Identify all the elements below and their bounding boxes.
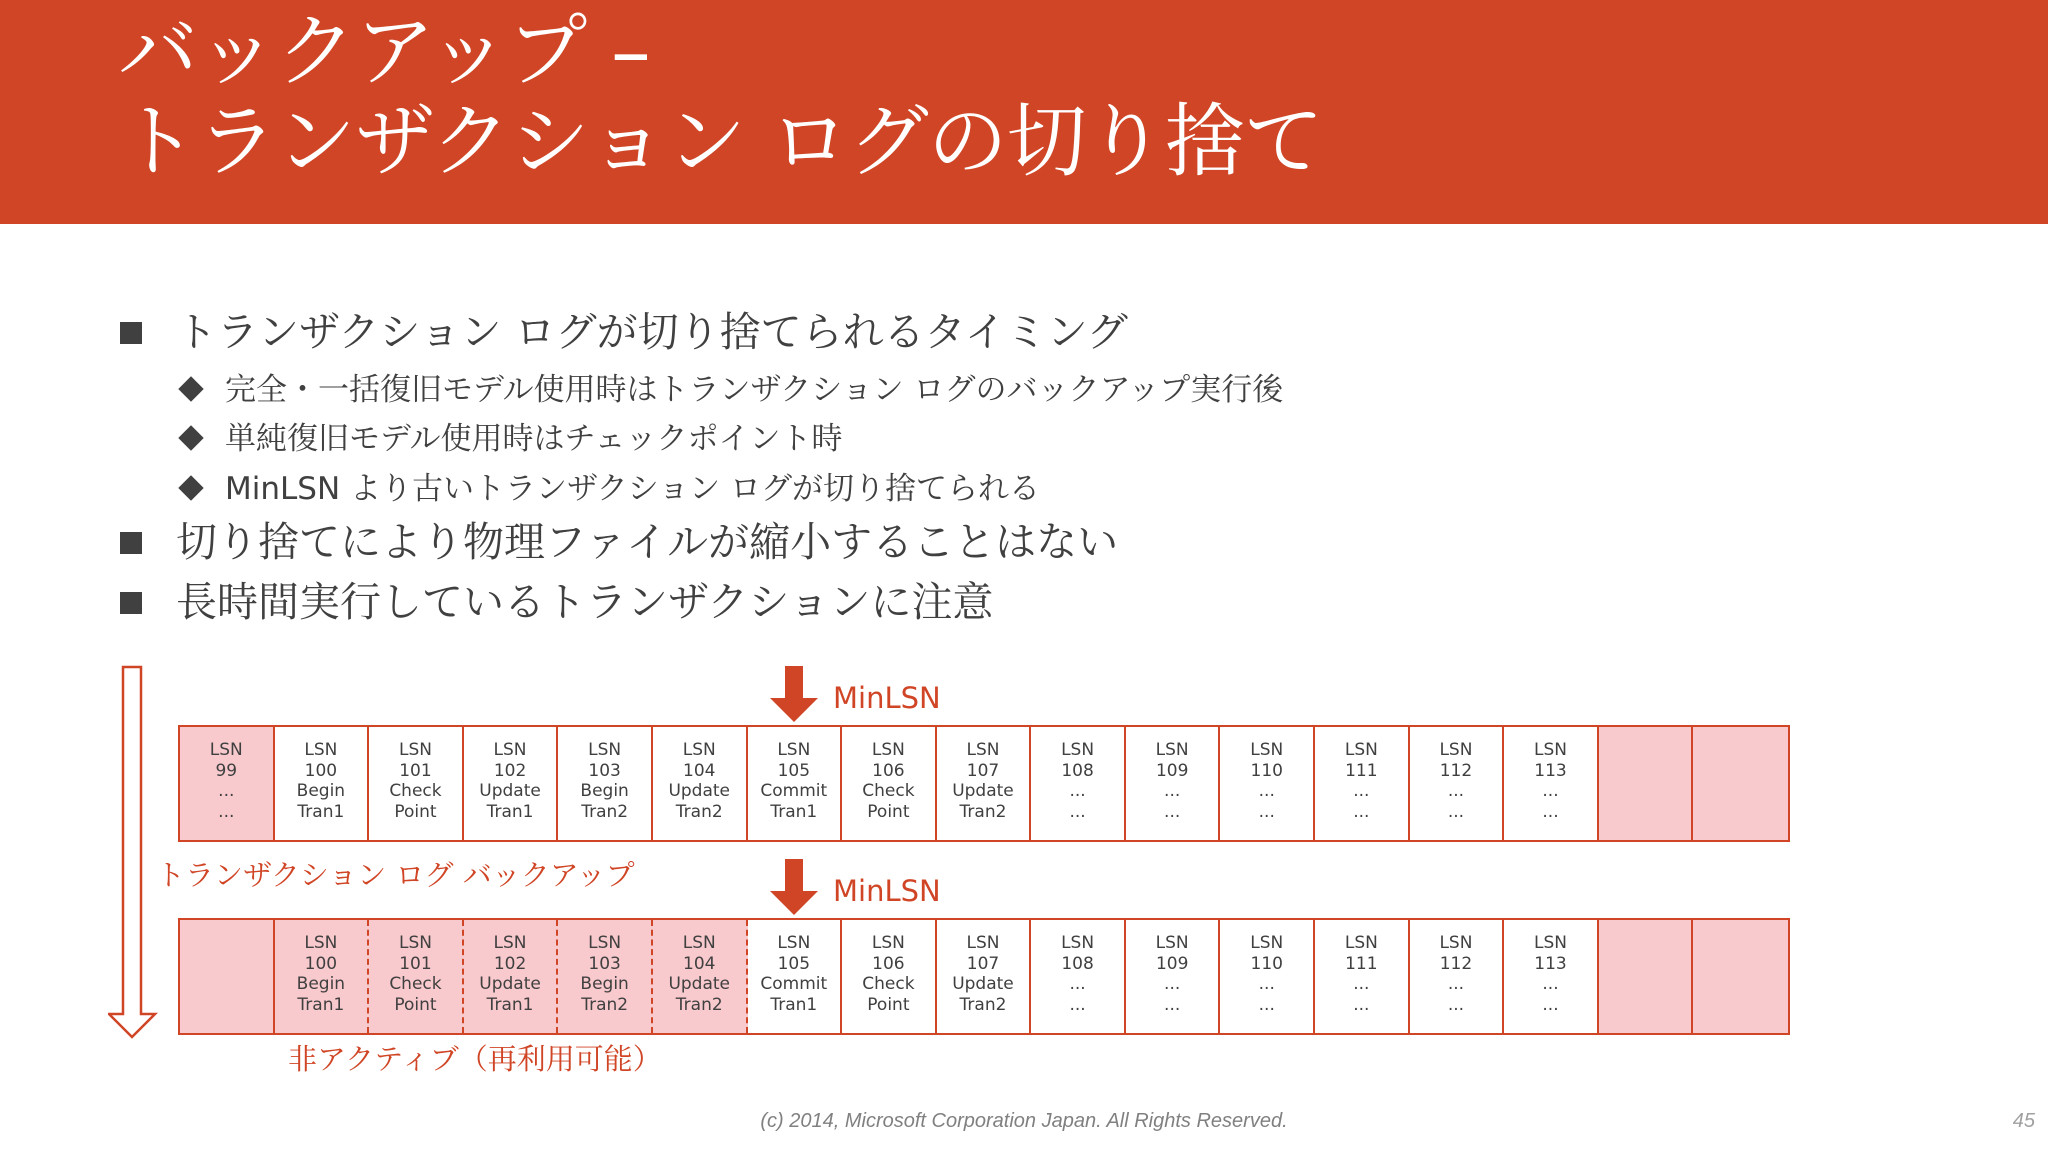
lsn-cell-line: ... [1258, 801, 1275, 822]
lsn-cell-line: LSN [871, 740, 905, 760]
lsn-cell-line: LSN [682, 933, 716, 953]
lsn-cell [842, 920, 937, 1033]
lsn-cell-line: ... [1258, 974, 1275, 994]
lsn-cell-line: LSN [588, 933, 622, 953]
lsn-cell-line: LSN [1061, 740, 1095, 760]
lsn-cell-line: LSN [1250, 740, 1284, 760]
lsn-cell-line: Point [394, 994, 437, 1015]
lsn-cell-line: Tran2 [581, 801, 629, 822]
lsn-cell-line: 112 [1439, 953, 1473, 974]
lsn-cell-line: LSN [398, 933, 432, 953]
lsn-cell [653, 727, 748, 840]
lsn-cell-line: ... [1069, 974, 1086, 994]
lsn-cell-line: Tran2 [675, 801, 723, 822]
lsn-cell-line: Tran1 [486, 994, 534, 1015]
lsn-cell [464, 920, 559, 1033]
lsn-cell-line: ... [1164, 974, 1181, 994]
lsn-cell-line: LSN [1534, 933, 1568, 953]
slide-title-line-1: バックアップ – [118, 5, 650, 98]
square-bullet-icon [120, 322, 142, 344]
sub-bullet-1-text: 完全・一括復旧モデル使用時はトランザクション ログのバックアップ実行後 [225, 372, 1284, 408]
log-backup-label: トランザクション ログ バックアップ [156, 858, 635, 892]
lsn-cell-line: ... [1164, 781, 1181, 801]
lsn-cell-line: LSN [871, 933, 905, 953]
lsn-cell-line: ... [1353, 781, 1370, 801]
lsn-cell-line: ... [1447, 781, 1465, 801]
lsn-cell-line: Begin [580, 974, 629, 994]
lsn-cell-line: LSN [588, 740, 622, 760]
lsn-cell-line: 104 [683, 953, 716, 974]
lsn-cell-line: LSN [304, 740, 338, 760]
minlsn-label-top: MinLSN [833, 681, 941, 715]
lsn-cell-line: 110 [1250, 760, 1283, 781]
lsn-cell-line: 100 [304, 953, 338, 974]
lsn-cell-line: ... [218, 781, 235, 801]
lsn-cell-line: ... [1069, 994, 1086, 1015]
lsn-cell-line: LSN [1250, 933, 1284, 953]
lsn-cell-line: ... [1353, 974, 1370, 994]
inactive-reusable-label: 非アクティブ（再利用可能） [288, 1042, 662, 1076]
lsn-cell-line: Tran2 [959, 994, 1007, 1015]
lsn-cell-line: 101 [399, 760, 432, 781]
lsn-cell [1410, 920, 1505, 1033]
lsn-cell-line: 101 [399, 953, 432, 974]
sub-bullet-3-text: MinLSN より古いトランザクション ログが切り捨てられる [225, 471, 1040, 507]
lsn-cell [1126, 920, 1221, 1033]
minlsn-arrow-down-icon [770, 857, 820, 917]
lsn-cell-line: LSN [966, 740, 1000, 760]
lsn-cell [1504, 727, 1599, 840]
lsn-cell-line: 113 [1534, 953, 1567, 974]
lsn-cell-line: Begin [580, 781, 629, 801]
lsn-cell [748, 920, 843, 1033]
lsn-cell-line: LSN [1534, 740, 1568, 760]
lsn-cell-line: ... [1542, 781, 1559, 801]
lsn-cell [1693, 920, 1788, 1033]
lsn-cell-line: LSN [1439, 740, 1473, 760]
lsn-cell-line: 110 [1250, 953, 1283, 974]
lsn-cell-line: 105 [777, 953, 811, 974]
lsn-cell [180, 727, 275, 840]
lsn-cell [653, 920, 748, 1033]
lsn-cell-line: ... [1447, 994, 1465, 1015]
diamond-bullet-icon [178, 425, 203, 450]
lsn-cell-line: 109 [1155, 760, 1189, 781]
lsn-cell-line: 113 [1534, 760, 1567, 781]
lsn-cell-line: Check [862, 781, 915, 801]
minlsn-label-bottom: MinLSN [833, 874, 941, 908]
lsn-cell-line: ... [1447, 974, 1465, 994]
lsn-cell-line: LSN [493, 740, 527, 760]
lsn-cell-line: 107 [966, 760, 1000, 781]
lsn-cell-line: Begin [296, 781, 346, 801]
lsn-cell-line: Commit [760, 781, 828, 801]
lsn-cell-line: LSN [398, 740, 432, 760]
slide-title-line-2: トランザクション ログの切り捨て [118, 95, 1323, 188]
lsn-cell-line: LSN [1439, 933, 1473, 953]
lsn-cell-line: 112 [1439, 760, 1473, 781]
title-bar [0, 0, 2048, 224]
lsn-cell-line: LSN [1344, 740, 1378, 760]
lsn-cell [1410, 727, 1505, 840]
diamond-bullet-icon [178, 475, 203, 500]
lsn-cell-line: Tran1 [770, 801, 818, 822]
minlsn-arrow-down-icon [770, 664, 820, 724]
lsn-cell [1504, 920, 1599, 1033]
lsn-cell-line: LSN [682, 740, 716, 760]
lsn-cell-line: 105 [777, 760, 811, 781]
lsn-cell-line: ... [1069, 801, 1086, 822]
lsn-cell-line: LSN [966, 933, 1000, 953]
lsn-cell-line: Tran1 [297, 994, 345, 1015]
lsn-cell [1599, 727, 1694, 840]
lsn-cell-line: LSN [1155, 933, 1189, 953]
lsn-cell-line: Tran2 [959, 801, 1007, 822]
lsn-cell [558, 920, 653, 1033]
square-bullet-icon [120, 592, 142, 614]
lsn-cell-line: Commit [760, 974, 828, 994]
lsn-cell-line: Tran2 [675, 994, 723, 1015]
lsn-cell-line: 108 [1061, 953, 1094, 974]
lsn-cell-line: Check [389, 781, 442, 801]
lsn-cell-line: 109 [1155, 953, 1189, 974]
lsn-cell-line: 106 [872, 953, 905, 974]
lsn-cell-line: ... [1353, 801, 1370, 822]
lsn-cell-line: Update [479, 781, 541, 801]
lsn-cell [180, 920, 275, 1033]
bullet-1-text: トランザクション ログが切り捨てられるタイミング [176, 308, 1128, 356]
lsn-cell-line: Point [394, 801, 437, 822]
page-number: 45 [2012, 1110, 2035, 1132]
lsn-cell [1315, 727, 1410, 840]
vertical-down-arrow-icon [108, 664, 158, 1042]
lsn-cell-line: LSN [209, 740, 243, 760]
copyright-footer: (c) 2014, Microsoft Corporation Japan. All Rights Reserved. [760, 1110, 1288, 1132]
lsn-cell-line: 111 [1345, 760, 1378, 781]
lsn-cell [369, 727, 464, 840]
lsn-cell-line: Tran1 [486, 801, 534, 822]
lsn-cell-line: Tran2 [581, 994, 629, 1015]
lsn-cell [1599, 920, 1694, 1033]
sub-bullet-2-text: 単純復旧モデル使用時はチェックポイント時 [225, 421, 843, 457]
lsn-cell-line: Update [952, 974, 1014, 994]
lsn-cell-line: Update [952, 781, 1014, 801]
lsn-cell [275, 920, 370, 1033]
lsn-cell [1315, 920, 1410, 1033]
lsn-cell [558, 727, 653, 840]
lsn-cell-line: Begin [296, 974, 346, 994]
log-row-before-backup [178, 725, 1790, 842]
lsn-cell-line: Check [389, 974, 442, 994]
lsn-cell-line: ... [1353, 994, 1370, 1015]
lsn-cell-line: Point [867, 801, 910, 822]
lsn-cell-line: 104 [683, 760, 716, 781]
lsn-cell-line: Tran1 [770, 994, 818, 1015]
lsn-cell-line: 103 [588, 953, 621, 974]
lsn-cell-line: 100 [304, 760, 338, 781]
lsn-cell-line: ... [1447, 801, 1465, 822]
lsn-cell-line: ... [1542, 994, 1559, 1015]
lsn-cell [1693, 727, 1788, 840]
lsn-cell-line: LSN [1344, 933, 1378, 953]
lsn-cell [842, 727, 937, 840]
lsn-cell [937, 727, 1032, 840]
lsn-cell-line: ... [1542, 801, 1559, 822]
lsn-cell [1220, 727, 1315, 840]
lsn-cell-line: LSN [1155, 740, 1189, 760]
lsn-cell [748, 727, 843, 840]
lsn-cell-line: Point [867, 994, 910, 1015]
lsn-cell-line: 108 [1061, 760, 1094, 781]
lsn-cell-line: Tran1 [297, 801, 345, 822]
lsn-cell-line: Update [479, 974, 541, 994]
lsn-cell-line: Update [668, 781, 731, 801]
lsn-cell-line: 111 [1345, 953, 1378, 974]
lsn-cell [1126, 727, 1221, 840]
lsn-cell-line: 99 [215, 760, 238, 781]
lsn-cell-line: 102 [493, 953, 527, 974]
lsn-cell-line: ... [1164, 801, 1181, 822]
lsn-cell [1031, 727, 1126, 840]
lsn-cell-line: LSN [1061, 933, 1095, 953]
bullet-3-text: 長時間実行しているトランザクションに注意 [176, 578, 994, 626]
lsn-cell-line: 107 [966, 953, 1000, 974]
lsn-cell-line: ... [1069, 781, 1086, 801]
lsn-cell-line: 103 [588, 760, 621, 781]
lsn-cell-line: ... [1542, 974, 1559, 994]
lsn-cell-line: 102 [493, 760, 527, 781]
lsn-cell-line: Check [862, 974, 915, 994]
lsn-cell [369, 920, 464, 1033]
lsn-cell-line: ... [1258, 994, 1275, 1015]
lsn-cell-line: LSN [493, 933, 527, 953]
bullet-2-text: 切り捨てにより物理ファイルが縮小することはない [176, 518, 1119, 566]
lsn-cell [937, 920, 1032, 1033]
lsn-cell [275, 727, 370, 840]
square-bullet-icon [120, 532, 142, 554]
lsn-cell-line: 106 [872, 760, 905, 781]
lsn-cell-line: ... [1258, 781, 1275, 801]
lsn-cell-line: ... [1164, 994, 1181, 1015]
lsn-cell-line: Update [668, 974, 731, 994]
lsn-cell [1031, 920, 1126, 1033]
diamond-bullet-icon [178, 376, 203, 401]
lsn-cell-line: LSN [777, 740, 811, 760]
lsn-cell-line: LSN [304, 933, 338, 953]
lsn-cell-line: ... [218, 801, 235, 822]
lsn-cell [1220, 920, 1315, 1033]
lsn-cell-line: LSN [777, 933, 811, 953]
log-row-after-backup [178, 918, 1790, 1035]
lsn-cell [464, 727, 559, 840]
